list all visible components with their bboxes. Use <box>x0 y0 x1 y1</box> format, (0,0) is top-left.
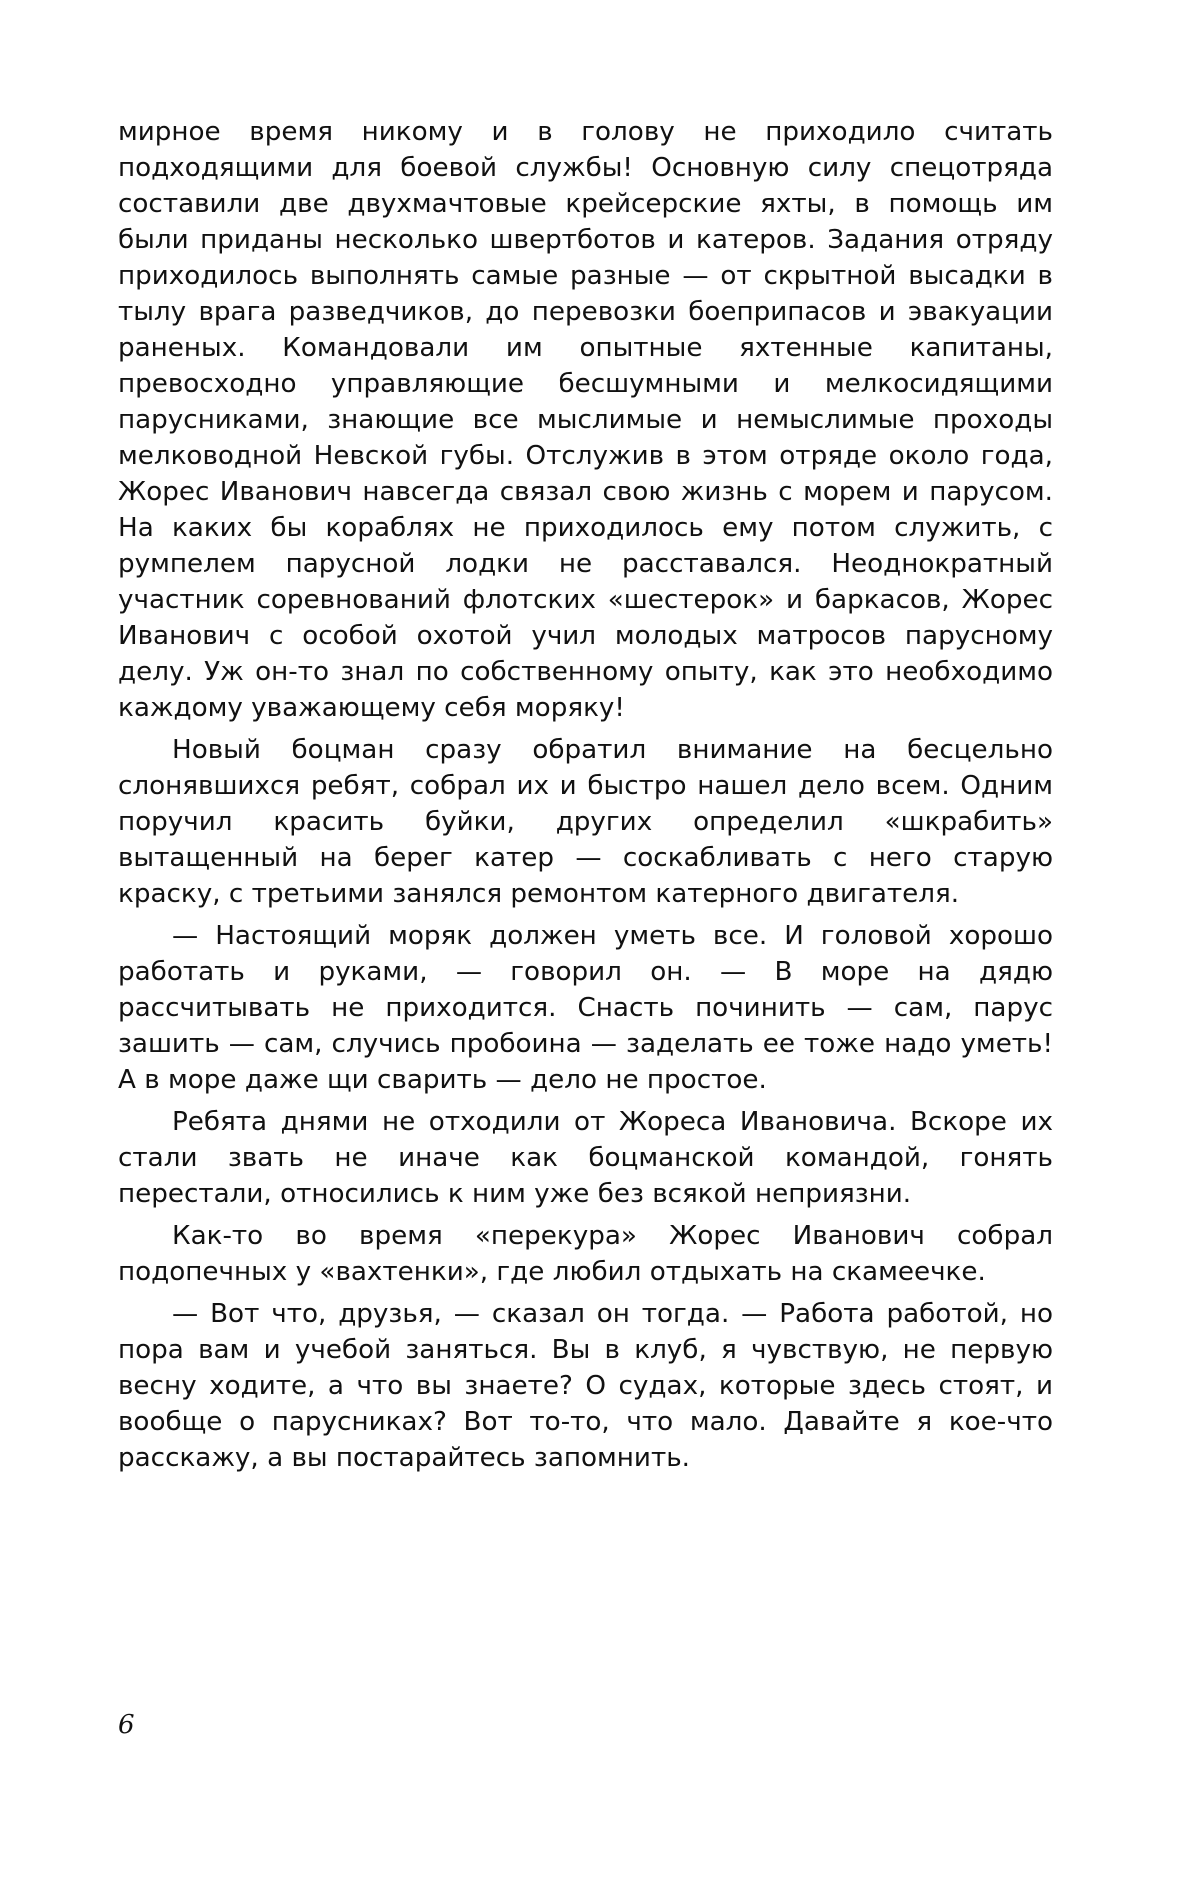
page-number: 6 <box>118 1710 135 1740</box>
paragraph-study-speech: — Вот что, друзья, — сказал он тогда. — Работа работой, но пора вам и учебой заняться. Вы в клуб, я чувствую, не первую весну ходите, а что вы знаете? О судах, которые здесь стоят, и вообще о парусниках? Вот то-то, что мало. Давайте я кое-что расскажу, а вы постарайтесь запомнить. <box>118 1299 1053 1473</box>
paragraph-new-boatswain: Новый боцман сразу обратил внимание на бесцельно слонявшихся ребят, собрал их и быстро нашел дело всем. Одним поручил красить буйки, других определил «шкрабить» вытащенный на берег катер — соскабливать с него старую краску, с третьими занялся ремонтом катерного двигателя. <box>118 735 1053 909</box>
paragraph-continuation: мирное время никому и в голову не приходило считать подходящими для боевой службы! Основную силу спецотряда составили две двухмачтовые крейсерские яхты, в помощь им были приданы несколько швертботов и катеров. Задания отряду приходилось выполнять самые разные — от скрытной высадки в тылу врага разведчиков, до перевозки боеприпасов и эвакуации раненых. Командовали им опытные яхтенные капитаны, превосходно управляющие бесшумными и мелкосидящими парусниками, знающие все мыслимые и немыслимые проходы мелководной Невской губы. Отслужив в этом отряде около года, Жорес Иванович навсегда связал свою жизнь с морем и парусом. На каких бы кораблях не приходилось ему потом служить, с румпелем парусной лодки не расставался. Неоднократный участник соревнований флотских «шестерок» и баркасов, Жорес Иванович с особой охотой учил молодых матросов парусному делу. Уж он-то знал по собственному опыту, как это необходимо каждому уважающему себя моряку! <box>118 117 1053 723</box>
paragraph-boatswain-team: Ребята днями не отходили от Жореса Ивановича. Вскоре их стали звать не иначе как боцманской командой, гонять перестали, относились к ним уже без всякой неприязни. <box>118 1107 1053 1209</box>
paragraph-smoke-break: Как-то во время «перекура» Жорес Иванович собрал подопечных у «вахтенки», где любил отдыхать на скамеечке. <box>118 1221 1053 1287</box>
page-body <box>118 114 1053 1476</box>
paragraph-real-sailor-speech: — Настоящий моряк должен уметь все. И головой хорошо работать и руками, — говорил он. — В море на дядю рассчитывать не приходится. Снасть починить — сам, парус зашить — сам, случись пробоина — заделать ее тоже надо уметь! А в море даже щи сварить — дело не простое. <box>118 921 1053 1095</box>
